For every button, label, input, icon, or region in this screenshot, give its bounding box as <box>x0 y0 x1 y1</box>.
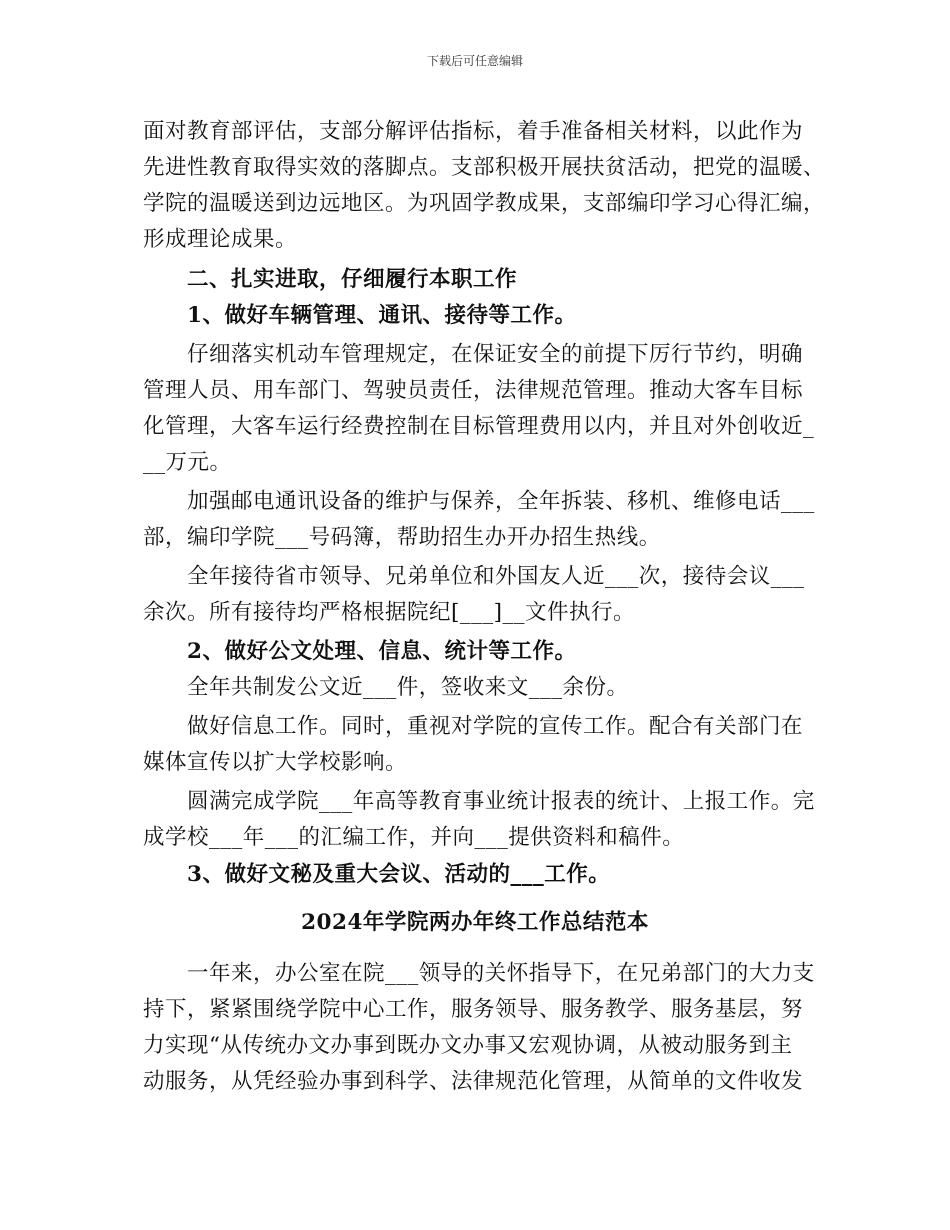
body-line: 仔细落实机动车管理规定，在保证安全的前提下厉行节约，明确 <box>187 342 804 367</box>
body-line: 化管理，大客车运行经费控制在目标管理费用以内，并且对外创收近_ <box>143 414 815 439</box>
body-line: 全年共制发公文近___件，签收来文___余份。 <box>187 675 629 700</box>
section-heading: 二、扎实进取，仔细履行本职工作 <box>187 267 518 292</box>
document-title: 2024年学院两办年终工作总结范本 <box>301 910 649 935</box>
body-line: 部，编印学院___号码簿，帮助招生办开办招生热线。 <box>143 525 661 550</box>
body-line: 学院的温暖送到边远地区。为巩固学教成果，支部编印学习心得汇编， <box>143 191 826 216</box>
body-line: 加强邮电通讯设备的维护与保养，全年拆装、移机、维修电话___ <box>187 489 815 514</box>
subsection-heading: 3、做好文秘及重大会议、活动的___工作。 <box>187 862 611 887</box>
body-line: __万元。 <box>143 450 232 475</box>
subsection-heading: 1、做好车辆管理、通讯、接待等工作。 <box>187 303 577 328</box>
page-header-note: 下载后可任意编辑 <box>426 54 523 68</box>
body-line: 全年接待省市领导、兄弟单位和外国友人近___次，接待会议___ <box>187 564 805 589</box>
body-line: 余次。所有接待均严格根据院纪[___]__文件执行。 <box>143 600 636 625</box>
body-line: 力实现“从传统办文办事到既办文办事又宏观协调，从被动服务到主 <box>143 1033 793 1058</box>
body-line: 面对教育部评估，支部分解评估指标，着手准备相关材料，以此作为 <box>143 119 804 144</box>
body-line: 做好信息工作。同时，重视对学院的宣传工作。配合有关部门在 <box>187 714 804 739</box>
body-line: 媒体宣传以扩大学校影响。 <box>143 750 408 775</box>
body-line: 先进性教育取得实效的落脚点。支部积极开展扶贫活动，把党的温暖、 <box>143 155 826 180</box>
body-line: 持下，紧紧围绕学院中心工作，服务领导、服务教学、服务基层，努 <box>143 997 804 1022</box>
body-line: 圆满完成学院___年高等教育事业统计报表的统计、上报工作。完 <box>187 789 815 814</box>
body-line: 成学校___年___的汇编工作，并向___提供资料和稿件。 <box>143 825 685 850</box>
body-line: 管理人员、用车部门、驾驶员责任，法律规范管理。推动大客车目标 <box>143 378 804 403</box>
body-line: 一年来，办公室在院___领导的关怀指导下，在兄弟部门的大力支 <box>187 961 815 986</box>
subsection-heading: 2、做好公文处理、信息、统计等工作。 <box>187 639 577 664</box>
body-line: 形成理论成果。 <box>143 227 298 252</box>
body-line: 动服务，从凭经验办事到科学、法律规范化管理，从简单的文件收发 <box>143 1069 804 1094</box>
